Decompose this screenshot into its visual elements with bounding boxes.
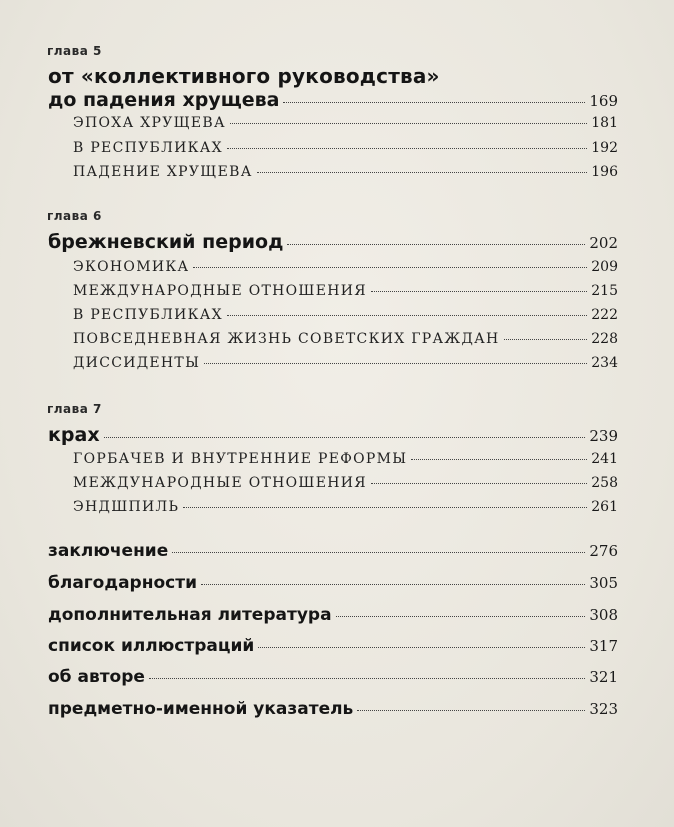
page-number: 241: [591, 451, 618, 467]
leader-dots: [371, 291, 587, 292]
page-number: 276: [589, 542, 618, 560]
leader-dots: [204, 363, 587, 364]
section-title: МЕЖДУНАРОДНЫЕ ОТНОШЕНИЯ: [73, 283, 367, 299]
section-title: ПАДЕНИЕ ХРУЩЕВА: [73, 164, 253, 180]
chapter-5-label: глава 5: [47, 44, 102, 58]
toc-section-row[interactable]: [73, 140, 618, 156]
back-matter-title: благодарности: [48, 573, 197, 593]
chapter-5-title-line2: до падения хрущева: [48, 89, 280, 111]
leader-dots: [172, 552, 585, 553]
back-matter-title: заключение: [48, 541, 169, 561]
back-matter-row[interactable]: [48, 605, 618, 625]
leader-dots: [201, 584, 585, 585]
leader-dots: [357, 710, 585, 711]
section-title: В РЕСПУБЛИКАХ: [73, 307, 223, 323]
section-title: В РЕСПУБЛИКАХ: [73, 140, 223, 156]
section-title: МЕЖДУНАРОДНЫЕ ОТНОШЕНИЯ: [73, 475, 367, 491]
leader-dots: [411, 459, 587, 460]
toc-section-row[interactable]: [73, 307, 618, 323]
section-title: ЭПОХА ХРУЩЕВА: [73, 115, 226, 131]
section-title: ЭКОНОМИКА: [73, 259, 190, 275]
section-title: ПОВСЕДНЕВНАЯ ЖИЗНЬ СОВЕТСКИХ ГРАЖДАН: [73, 331, 500, 347]
chapter-6-label: глава 6: [47, 209, 102, 223]
leader-dots: [230, 123, 587, 124]
leader-dots: [283, 102, 585, 103]
section-title: ДИССИДЕНТЫ: [73, 355, 201, 371]
leader-dots: [193, 267, 587, 268]
page-number: 317: [589, 637, 618, 655]
leader-dots: [183, 507, 587, 508]
leader-dots: [227, 148, 587, 149]
leader-dots: [371, 483, 587, 484]
leader-dots: [258, 647, 585, 648]
toc-section-row[interactable]: [73, 331, 618, 347]
chapter-7-title: крах: [48, 424, 100, 446]
page-number: 308: [589, 606, 618, 624]
back-matter-row[interactable]: [48, 636, 618, 656]
page-number: 222: [591, 307, 618, 323]
chapter-5-title-line1: от «коллективного руководства»: [48, 64, 440, 88]
back-matter-row[interactable]: [48, 667, 618, 687]
page-number: 209: [591, 259, 618, 275]
page-number: 228: [591, 331, 618, 347]
page-number: 258: [591, 475, 618, 491]
leader-dots: [104, 437, 586, 438]
leader-dots: [149, 678, 585, 679]
page-number: 234: [591, 355, 618, 371]
page-number: 169: [589, 92, 618, 110]
chapter-5-title-row[interactable]: [48, 89, 618, 111]
leader-dots: [287, 244, 585, 245]
back-matter-row[interactable]: [48, 573, 618, 593]
page-number: 192: [591, 140, 618, 156]
section-title: ЭНДШПИЛЬ: [73, 499, 180, 515]
toc-section-row[interactable]: [73, 259, 618, 275]
page-number: 321: [589, 668, 618, 686]
page-number: 202: [589, 234, 618, 252]
back-matter-title: дополнительная литература: [48, 605, 332, 625]
page-number: 305: [589, 574, 618, 592]
toc-section-row[interactable]: [73, 164, 618, 180]
page-number: 215: [591, 283, 618, 299]
page-number: 323: [589, 700, 618, 718]
toc-section-row[interactable]: [73, 499, 618, 515]
page-number: 261: [591, 499, 618, 515]
page-number: 196: [591, 164, 618, 180]
toc-section-row[interactable]: [73, 451, 618, 467]
section-title: ГОРБАЧЕВ И ВНУТРЕННИЕ РЕФОРМЫ: [73, 451, 408, 467]
back-matter-row[interactable]: [48, 541, 618, 561]
chapter-7-label: глава 7: [47, 402, 102, 416]
leader-dots: [257, 172, 588, 173]
leader-dots: [227, 315, 587, 316]
chapter-6-title: брежневский период: [48, 231, 284, 253]
toc-section-row[interactable]: [73, 283, 618, 299]
chapter-6-title-row[interactable]: [48, 231, 618, 253]
chapter-7-title-row[interactable]: [48, 424, 618, 446]
toc-section-row[interactable]: [73, 355, 618, 371]
back-matter-title: предметно-именной указатель: [48, 699, 354, 719]
back-matter-title: об авторе: [48, 667, 145, 687]
back-matter-title: список иллюстраций: [48, 636, 255, 656]
toc-section-row[interactable]: [73, 475, 618, 491]
page-number: 181: [591, 115, 618, 131]
toc-section-row[interactable]: [73, 115, 618, 131]
back-matter-row[interactable]: [48, 699, 618, 719]
leader-dots: [504, 339, 588, 340]
leader-dots: [336, 616, 586, 617]
page-number: 239: [589, 427, 618, 445]
